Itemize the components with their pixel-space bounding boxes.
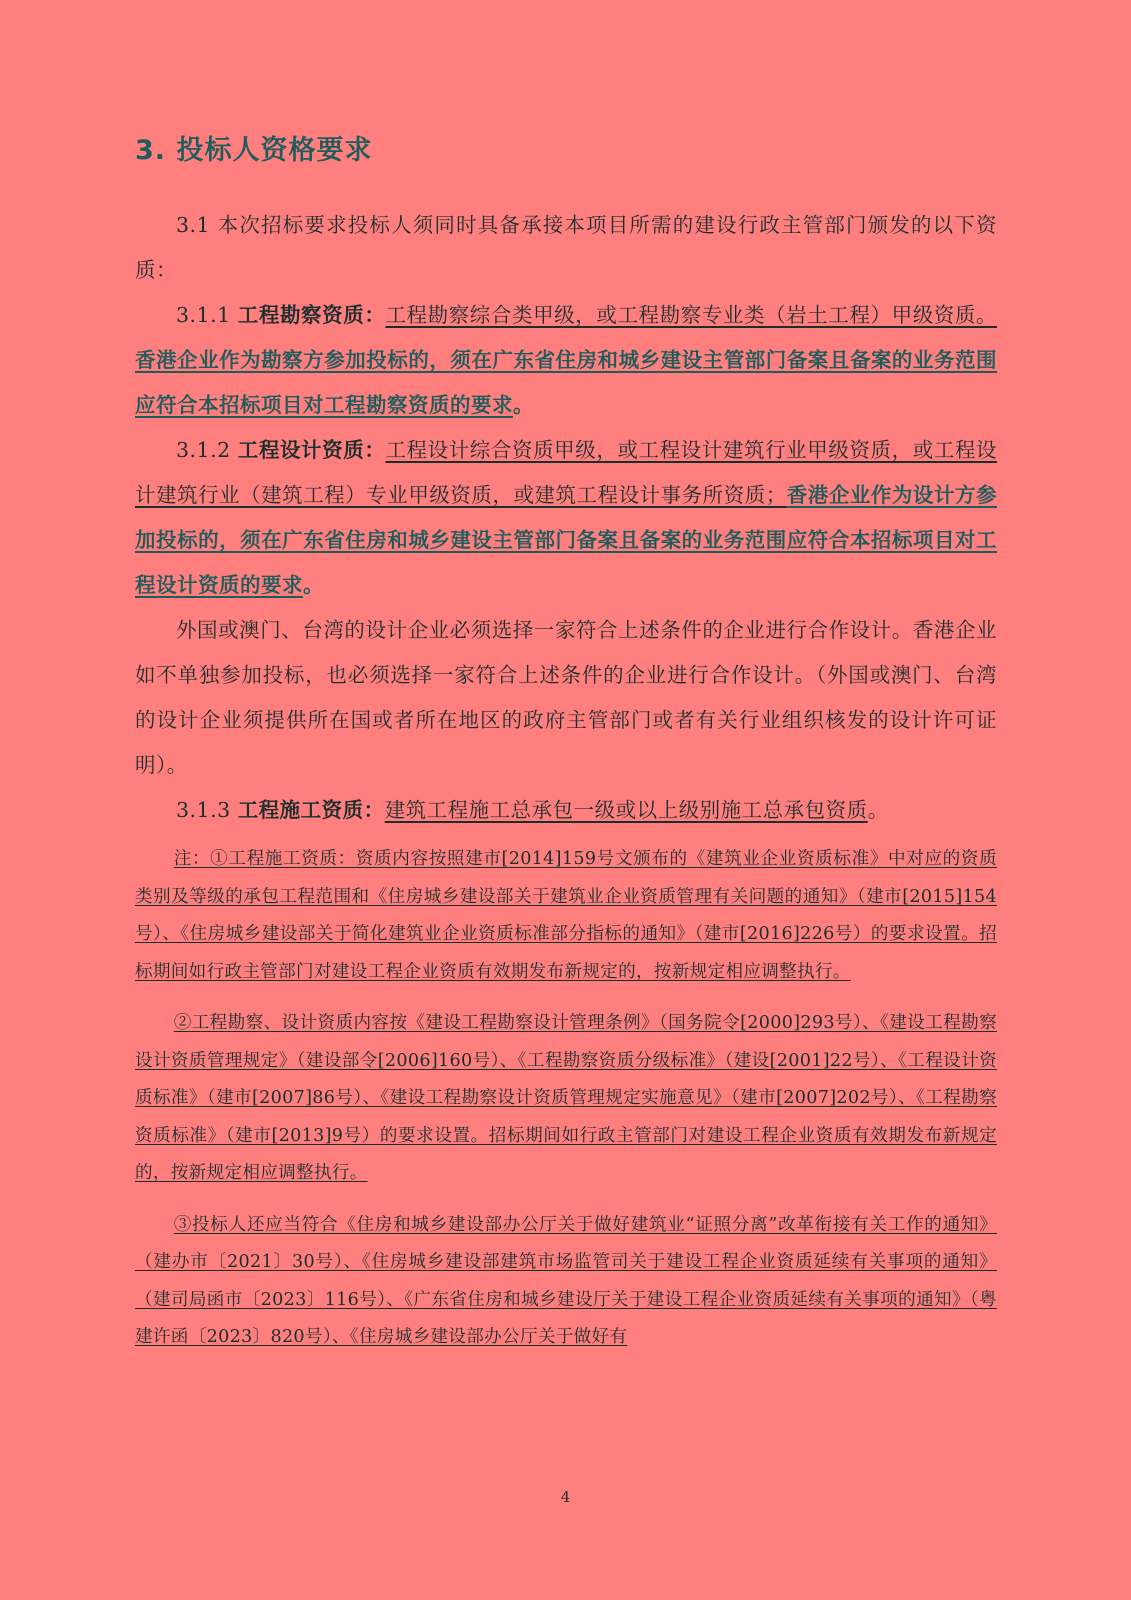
paragraph-3-1-2 <box>135 428 997 608</box>
paragraph-3-1: 3.1 本次招标要求投标人须同时具备承接本项目所需的建设行政主管部门颁发的以下资质： <box>135 213 997 282</box>
clause-number: 3.1.2 <box>176 438 238 462</box>
clause-text: 工程勘察综合类甲级，或工程勘察专业类（岩土工程）甲级资质。 <box>385 303 998 327</box>
clause-label: 工程勘察资质： <box>237 303 386 327</box>
paragraph-3-1-3 <box>135 788 997 833</box>
clause-number: 3.1.1 <box>176 303 238 327</box>
section-heading: 3. 投标人资格要求 <box>135 135 373 166</box>
page-number: 4 <box>560 1488 571 1506</box>
clause-bold-text: 香港企业作为勘察方参加投标的，须在广东省住房和城乡建设主管部门备案且备案的业务范围应符合本招标项目对工程勘察资质的要求 <box>135 348 997 417</box>
clause-end: 。 <box>867 798 889 822</box>
clause-text: 工程设计综合资质甲级，或工程设计建筑行业甲级资质，或工程设计建筑行业（建筑工程）专业甲级资质，或建筑工程设计事务所资质； <box>135 438 998 507</box>
clause-end: 。 <box>513 393 534 417</box>
paragraph-3-1-1 <box>135 293 997 428</box>
clause-text: 建筑工程施工总承包一级或以上级别施工总承包资质 <box>384 798 868 822</box>
note-3: ③投标人还应当符合《住房和城乡建设部办公厅关于做好建筑业“证照分离”改革衔接有关工作的通知》（建办市〔2021〕30号）、《住房城乡建设部建筑市场监管司关于建设工程企业资质延续有关事项的通知》（建司局函市〔2023〕116号）、《广东省住房和城乡建设厅关于建设工程企业资质延续有关事项的通知》（粤建许函〔2023〕820号）、《住房城乡建设部办公厅关于做好有 <box>135 1214 997 1347</box>
note-1: 注：①工程施工资质：资质内容按照建市[2014]159号文颁布的《建筑业企业资质标准》中对应的资质类别及等级的承包工程范围和《住房城乡建设部关于建筑业企业资质管理有关问题的通知》（建市[2015]154号）、《住房城乡建设部关于简化建筑业企业资质标准部分指标的通知》（建市[2016]226号）的要求设置。招标期间如行政主管部门对建设工程企业资质有效期发布新规定的，按新规定相应调整执行。 <box>135 849 997 982</box>
document-body <box>135 203 997 1357</box>
note-2: ②工程勘察、设计资质内容按《建设工程勘察设计管理条例》（国务院令[2000]293号）、《建设工程勘察设计资质管理规定》（建设部令[2006]160号）、《工程勘察资质分级标准》（建设[2001]22号）、《工程设计资质标准》（建市[2007]86号）、《建设工程勘察设计资质管理规定实施意见》（建市[2007]202号）、《工程勘察资质标准》（建市[2013]9号）的要求设置。招标期间如行政主管部门对建设工程企业资质有效期发布新规定的，按新规定相应调整执行。 <box>135 1013 997 1183</box>
clause-number: 3.1.3 <box>176 798 238 822</box>
paragraph-foreign-design: 外国或澳门、台湾的设计企业必须选择一家符合上述条件的企业进行合作设计。香港企业如不单独参加投标，也必须选择一家符合上述条件的企业进行合作设计。（外国或澳门、台湾的设计企业须提供所在国或者所在地区的政府主管部门或者有关行业组织核发的设计许可证明）。 <box>135 618 997 777</box>
clause-label: 工程设计资质： <box>237 438 386 462</box>
clause-label: 工程施工资质： <box>237 798 385 822</box>
clause-end: 。 <box>303 573 324 597</box>
clause-bold-text: 香港企业作为设计方参加投标的，须在广东省住房和城乡建设主管部门备案且备案的业务范围应符合本招标项目对工程设计资质的要求 <box>135 483 997 597</box>
